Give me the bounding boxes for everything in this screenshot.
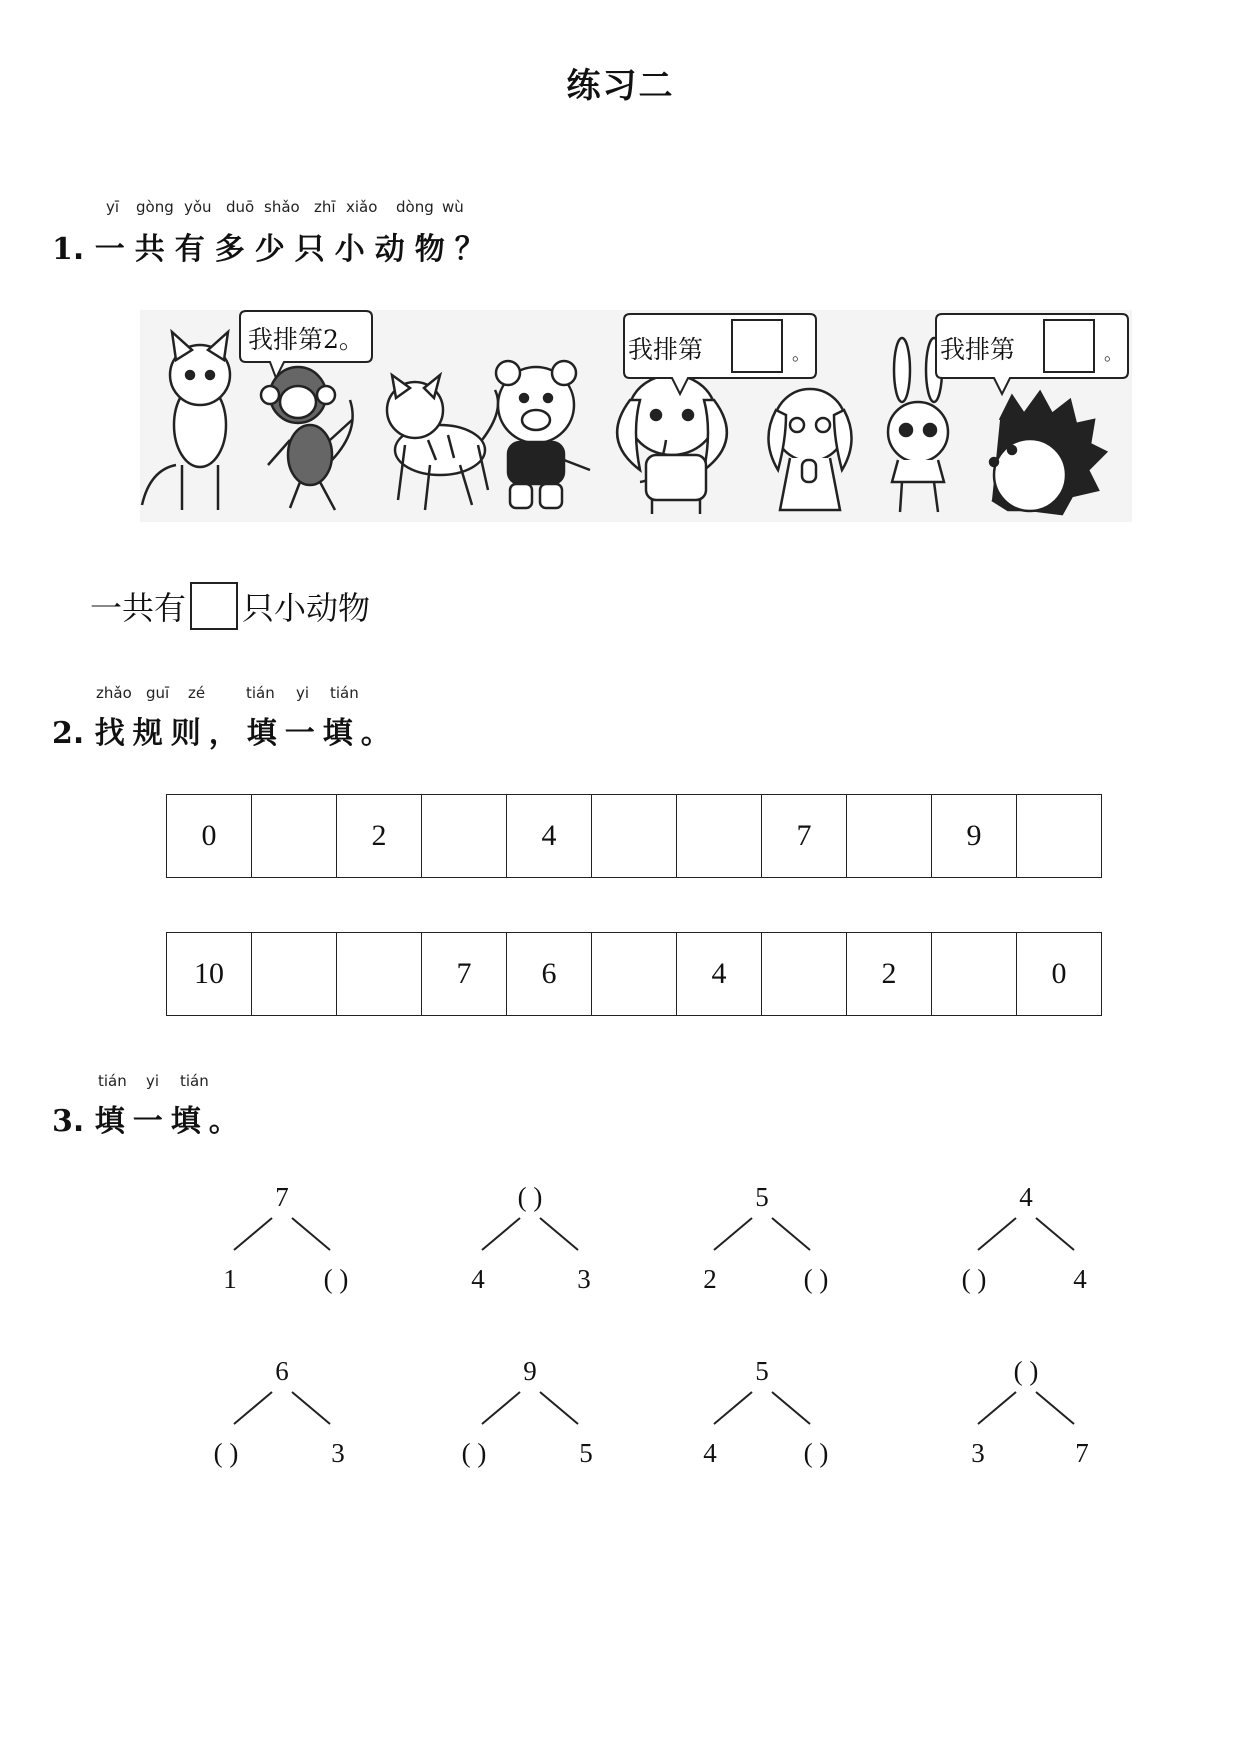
pinyin-syllable: zhǎo: [96, 684, 132, 702]
bond-top: 4: [1019, 1182, 1033, 1212]
speech-bubble-suffix-3: 。: [1104, 344, 1122, 365]
sequence-cell[interactable]: 10: [167, 933, 252, 1016]
bond-right: 3: [331, 1438, 345, 1468]
bond-left[interactable]: ( ): [213, 1438, 239, 1468]
sequence-cell[interactable]: 9: [932, 795, 1017, 878]
bond-left[interactable]: ( ): [461, 1438, 487, 1468]
sequence-cell[interactable]: 0: [167, 795, 252, 878]
speech-bubble-text-3: 我排第: [940, 335, 1016, 364]
bond-left: 1: [223, 1264, 237, 1294]
bond-left[interactable]: ( ): [961, 1264, 987, 1294]
pinyin-syllable: yǒu: [184, 198, 212, 216]
speech-bubble-text-2: 我排第: [628, 335, 704, 364]
sequence-cell[interactable]: 4: [507, 795, 592, 878]
bond-right[interactable]: ( ): [803, 1264, 829, 1294]
bond-right[interactable]: ( ): [323, 1264, 349, 1294]
answer-suffix: 只小动物: [242, 589, 371, 627]
pinyin-syllable: wù: [442, 198, 464, 216]
bond-top: 6: [275, 1356, 289, 1386]
bond-top: 9: [523, 1356, 537, 1386]
pinyin-syllable: shǎo: [264, 198, 300, 216]
pinyin-syllable: yi: [146, 1072, 160, 1090]
pinyin-syllable: dòng: [396, 198, 434, 216]
question-number: 3: [52, 1104, 73, 1139]
bond-left: 4: [703, 1438, 717, 1468]
pinyin-syllable: guī: [146, 684, 170, 702]
bond-branch-line: [482, 1218, 578, 1250]
q3-heading: 3. 填一填。: [52, 1104, 247, 1139]
bond-top: 7: [275, 1182, 289, 1212]
bond-branch-line: [234, 1392, 330, 1424]
bond-branch-line: [714, 1218, 810, 1250]
q2-heading: 2. 找规则，填一填。: [52, 716, 399, 751]
sequence-cell[interactable]: 2: [337, 795, 422, 878]
bond-branch-line: [234, 1218, 330, 1250]
bond-left: 3: [971, 1438, 985, 1468]
question-text: 找规则，填一填。: [94, 716, 399, 751]
bond-right: 5: [579, 1438, 593, 1468]
bond-left: 4: [471, 1264, 485, 1294]
question-text: 一共有多少只小动物？: [94, 232, 495, 267]
bond-top: 5: [755, 1356, 769, 1386]
pinyin-syllable: tián: [98, 1072, 127, 1090]
sequence-cell[interactable]: 0: [1017, 933, 1102, 1016]
pinyin-syllable: tián: [180, 1072, 209, 1090]
bond-branch-line: [482, 1392, 578, 1424]
bond-branch-line: [714, 1392, 810, 1424]
bond-branch-line: [978, 1218, 1074, 1250]
speech-bubble-suffix-2: 。: [792, 344, 810, 365]
bond-right: 3: [577, 1264, 591, 1294]
pinyin-syllable: tián: [246, 684, 275, 702]
pinyin-syllable: tián: [330, 684, 359, 702]
bond-top[interactable]: ( ): [1013, 1356, 1039, 1386]
sequence-cell[interactable]: 2: [847, 933, 932, 1016]
bond-top[interactable]: ( ): [517, 1182, 543, 1212]
pinyin-syllable: zhī: [314, 198, 336, 216]
bond-right: 4: [1073, 1264, 1087, 1294]
pinyin-syllable: gòng: [136, 198, 174, 216]
sequence-cell[interactable]: 7: [762, 795, 847, 878]
bond-right[interactable]: ( ): [803, 1438, 829, 1468]
pinyin-syllable: zé: [188, 684, 206, 702]
q1-heading: 1. 一共有多少只小动物？: [52, 232, 495, 267]
bond-branch-line: [978, 1392, 1074, 1424]
question-text: 填一填。: [94, 1104, 247, 1139]
page-title: 练习二: [566, 66, 675, 106]
speech-bubble-text-1: 我排第2。: [248, 325, 364, 354]
bond-top: 5: [755, 1182, 769, 1212]
pinyin-syllable: yi: [296, 684, 310, 702]
bond-left: 2: [703, 1264, 717, 1294]
sequence-cell[interactable]: 6: [507, 933, 592, 1016]
sequence-cell[interactable]: 7: [422, 933, 507, 1016]
pinyin-syllable: yī: [106, 198, 120, 216]
bond-right: 7: [1075, 1438, 1089, 1468]
sequence-cell[interactable]: 4: [677, 933, 762, 1016]
answer-prefix: 一共有: [90, 589, 187, 627]
question-number: 2: [52, 716, 73, 751]
question-number: 1: [52, 232, 73, 267]
pinyin-syllable: xiǎo: [346, 198, 378, 216]
pinyin-syllable: duō: [226, 198, 255, 216]
